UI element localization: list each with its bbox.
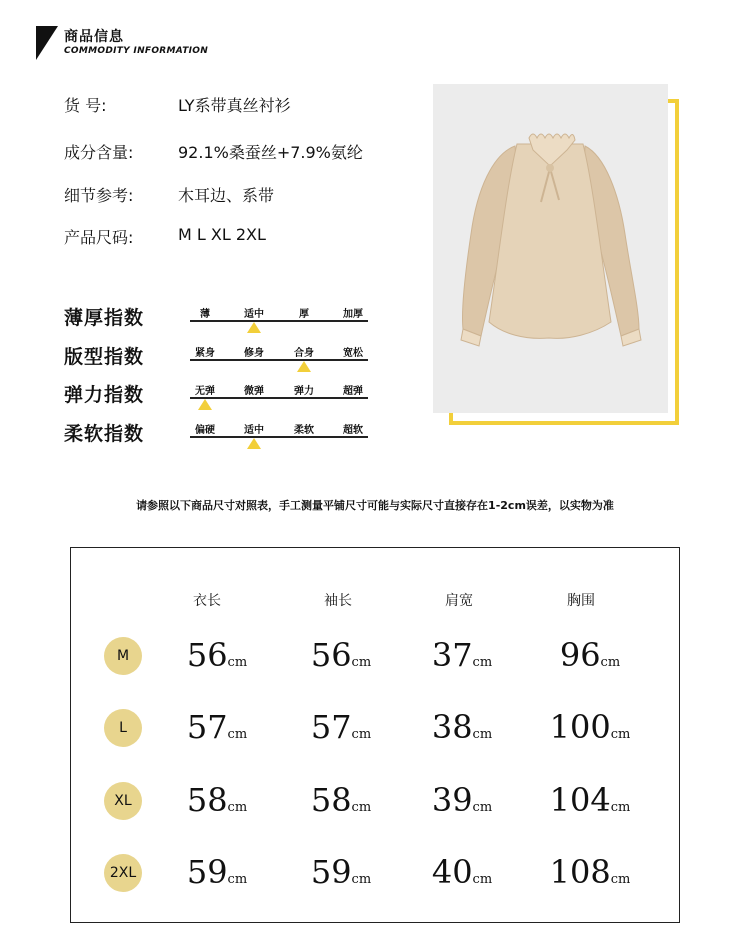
size-note: 请参照以下商品尺寸对照表，手工测量平铺尺寸可能与实际尺寸直接存在1-2cm误差，以实物为准 [136,499,614,512]
cell-unit: cm [351,872,372,887]
info-value-composition: 92.1%桑蚕丝+7.9%氨纶 [178,143,363,162]
indicator-scale-line [190,397,368,399]
indicator-scale-line [190,359,368,361]
table-cell [162,636,272,674]
cell-value: 100 [549,708,611,746]
indicator-option: 微弹 [244,386,264,397]
indicator-option: 修身 [244,348,264,359]
indicator-option: 加厚 [343,309,363,320]
indicator-option: 柔软 [294,425,314,436]
column-header: 衣长 [193,593,221,609]
table-cell [535,781,645,819]
info-value-details: 木耳边、系带 [178,186,275,205]
cell-unit: cm [227,872,248,887]
table-cell [286,853,396,891]
cell-unit: cm [610,800,631,815]
column-header: 胸围 [567,593,595,609]
cell-unit: cm [351,655,372,670]
indicator-label-elasticity: 弹力指数 [64,384,145,406]
cell-value: 39 [431,781,473,819]
indicator-option: 薄 [200,309,210,320]
info-label-item-no: 货 号: [64,96,107,115]
info-label-sizes: 产品尺码: [64,228,134,247]
table-cell [286,781,396,819]
size-badge: 2XL [104,854,142,892]
info-value-sizes: M L XL 2XL [178,225,266,244]
product-photo [433,84,668,413]
column-header: 袖长 [324,593,352,609]
cell-value: 56 [310,636,352,674]
cell-unit: cm [351,800,372,815]
cell-unit: cm [351,727,372,742]
cell-value: 38 [431,708,473,746]
indicator-option: 合身 [294,348,314,359]
cell-value: 58 [310,781,352,819]
info-label-composition: 成分含量: [64,143,134,162]
indicator-marker-icon [198,399,212,410]
cell-value: 59 [186,853,228,891]
indicator-marker-icon [247,322,261,333]
table-cell [162,781,272,819]
indicator-option: 厚 [299,309,309,320]
indicator-option: 宽松 [343,348,363,359]
indicator-option: 无弹 [195,386,215,397]
table-cell [407,853,517,891]
cell-value: 96 [559,636,601,674]
info-value-item-no: LY系带真丝衬衫 [178,96,291,115]
cell-value: 104 [549,781,611,819]
header-mark-icon [36,26,58,60]
cell-unit: cm [472,655,493,670]
size-badge: L [104,709,142,747]
table-cell [535,853,645,891]
cell-value: 40 [431,853,473,891]
cell-unit: cm [610,727,631,742]
indicator-option: 偏硬 [195,425,215,436]
indicator-option: 适中 [244,425,264,436]
indicator-option: 超软 [343,425,363,436]
cell-value: 58 [186,781,228,819]
size-badge: M [104,637,142,675]
indicator-label-thickness: 薄厚指数 [64,307,145,329]
table-cell [162,853,272,891]
table-cell [407,708,517,746]
cell-value: 56 [186,636,228,674]
table-cell [162,708,272,746]
indicator-marker-icon [297,361,311,372]
cell-unit: cm [227,800,248,815]
table-cell [407,636,517,674]
column-header: 肩宽 [445,593,473,609]
indicator-marker-icon [247,438,261,449]
cell-unit: cm [610,872,631,887]
table-cell [286,636,396,674]
section-subtitle: COMMODITY INFORMATION [64,46,209,56]
cell-unit: cm [227,727,248,742]
indicator-option: 适中 [244,309,264,320]
indicator-label-fit: 版型指数 [64,346,145,368]
blouse-illustration [433,84,668,413]
cell-unit: cm [472,872,493,887]
section-title: 商品信息 [64,29,124,45]
cell-value: 37 [431,636,473,674]
table-cell [535,708,645,746]
cell-unit: cm [227,655,248,670]
indicator-option: 超弹 [343,386,363,397]
cell-unit: cm [472,727,493,742]
table-cell [535,636,645,674]
cell-value: 59 [310,853,352,891]
indicator-option: 弹力 [294,386,314,397]
cell-value: 57 [310,708,352,746]
table-cell [286,708,396,746]
info-label-details: 细节参考: [64,186,134,205]
cell-value: 57 [186,708,228,746]
size-badge: XL [104,782,142,820]
cell-value: 108 [549,853,611,891]
cell-unit: cm [600,655,621,670]
indicator-scale-line [190,320,368,322]
indicator-label-softness: 柔软指数 [64,423,145,445]
table-cell [407,781,517,819]
indicator-scale-line [190,436,368,438]
cell-unit: cm [472,800,493,815]
indicator-option: 紧身 [195,348,215,359]
